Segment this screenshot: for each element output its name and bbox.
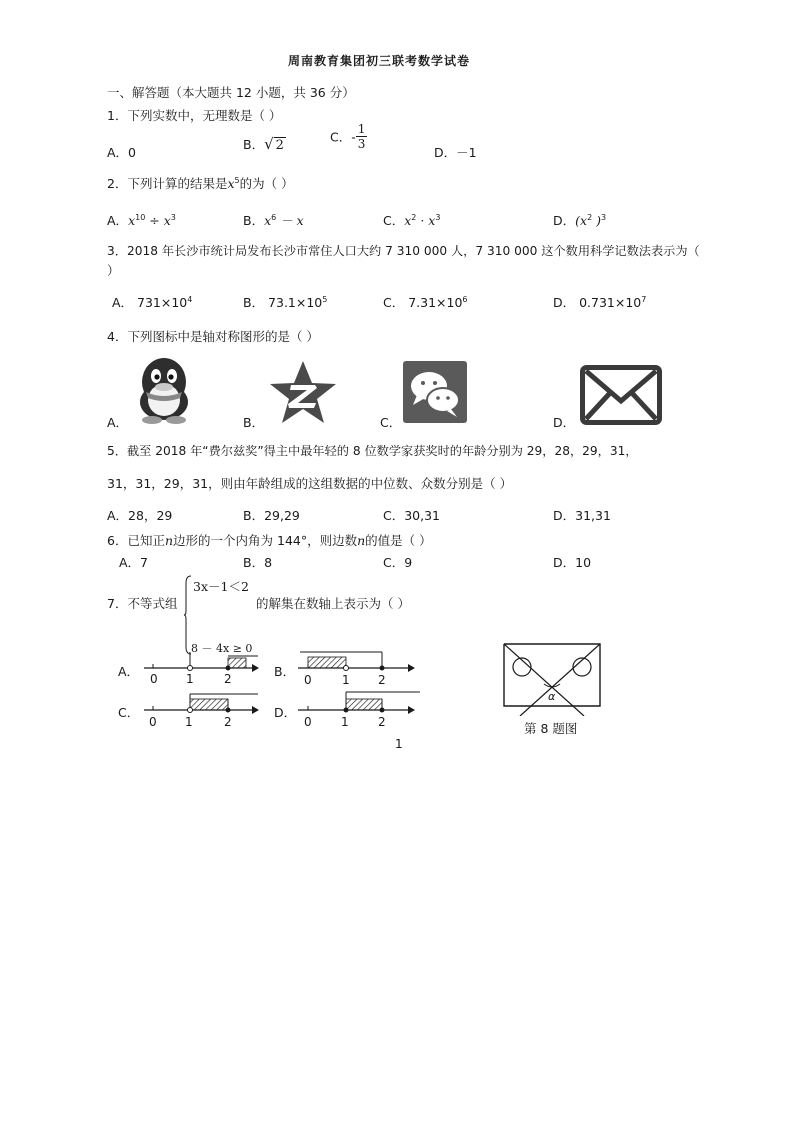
q2-b-expr: x xyxy=(264,213,272,228)
tick-1: 1 xyxy=(186,672,194,686)
q2-stem-pre: 2．下列计算的结果是 xyxy=(107,176,228,191)
q6-option-d: D．10 xyxy=(553,555,592,570)
q2-option-b xyxy=(243,211,304,229)
page-title: 周南教育集团初三联考数学试卷 xyxy=(288,54,471,68)
q6-post: 的值是（ ） xyxy=(365,533,432,548)
q5-option-a: A．28，29 xyxy=(107,508,173,523)
q3-option-c xyxy=(383,293,468,311)
q3-d-text: D． 0.731×10 xyxy=(553,295,642,310)
q2-d-exp1: 2 xyxy=(587,212,593,222)
q2-b-label: B． xyxy=(243,213,265,228)
q2-c-label: C． xyxy=(383,213,405,228)
q2-option-d xyxy=(553,211,606,229)
question-1-stem: 1．下列实数中，无理数是（ ） xyxy=(107,108,282,123)
q2-option-a xyxy=(107,211,176,229)
figure-8-diagram xyxy=(500,640,604,716)
q3-option-b xyxy=(243,293,327,311)
star-z-icon xyxy=(268,359,338,425)
q2-a-exp1: 10 xyxy=(135,212,146,222)
q7-option-d-label: D． xyxy=(274,705,297,720)
q2-stem-exp: 5 xyxy=(234,175,240,185)
fraction-denominator: 3 xyxy=(357,137,366,151)
q6-option-b: B．8 xyxy=(243,555,273,570)
q6-mid: 边形的一个内角为 144°，则边数 xyxy=(173,533,358,548)
q2-stem-post: 的为（ ） xyxy=(239,176,294,191)
q4-option-c-label: C． xyxy=(380,415,402,430)
q3-c-exp: 6 xyxy=(462,294,468,304)
question-7-post: 的解集在数轴上表示为（ ） xyxy=(256,596,410,611)
q1-option-d: D．－1 xyxy=(434,145,477,160)
q5-option-d: D．31,31 xyxy=(553,508,611,523)
q2-d-op: ) xyxy=(592,213,602,228)
question-4-stem: 4．下列图标中是轴对称图形的是（ ） xyxy=(107,329,319,344)
q6-n1: n xyxy=(164,533,174,548)
tick-0: 0 xyxy=(149,715,157,729)
q7-option-b-label: B． xyxy=(274,664,296,679)
q3-b-exp: 5 xyxy=(322,294,328,304)
tick-1: 1 xyxy=(341,715,349,729)
question-5-line-1: 5．截至 2018 年“费尔兹奖”得主中最年轻的 8 位数学家获奖时的年龄分别为 29，28，29，31， xyxy=(107,444,638,458)
number-line-b xyxy=(294,648,418,692)
q7-inequality-1: 3x－1＜2 xyxy=(193,579,249,594)
q3-b-text: B． 73.1×10 xyxy=(243,295,323,310)
q1-option-a: A．0 xyxy=(107,145,137,160)
number-line-c xyxy=(140,690,264,734)
number-line-a xyxy=(140,652,260,692)
q6-option-c: C．9 xyxy=(383,555,413,570)
q2-d-exp2: 3 xyxy=(601,212,607,222)
q4-option-a-label: A． xyxy=(107,415,129,430)
q2-stem-base: x xyxy=(227,176,235,191)
question-2-stem xyxy=(107,174,294,192)
question-6-stem xyxy=(107,531,432,549)
q2-a-op: ÷ x xyxy=(145,213,171,228)
q2-c-exp2: 3 xyxy=(435,212,441,222)
q3-d-exp: 7 xyxy=(641,294,647,304)
q2-a-expr: x xyxy=(128,213,136,228)
tick-2: 2 xyxy=(378,715,386,729)
figure-8-caption: 第 8 题图 xyxy=(524,721,578,736)
q3-option-d xyxy=(553,293,646,311)
tick-0: 0 xyxy=(150,672,158,686)
q7-option-c-label: C． xyxy=(118,705,140,720)
q2-c-op: · x xyxy=(416,213,436,228)
tick-2: 2 xyxy=(378,673,386,687)
tick-1: 1 xyxy=(185,715,193,729)
question-5-line-2: 31，31，29，31，则由年龄组成的这组数据的中位数、众数分别是（ ） xyxy=(107,476,513,491)
tick-0: 0 xyxy=(304,715,312,729)
q6-pre: 6．已知正 xyxy=(107,533,165,548)
q2-a-exp2: 3 xyxy=(170,212,176,222)
q2-d-expr: (x xyxy=(575,213,588,228)
fraction-numerator: 1 xyxy=(357,122,366,136)
q2-b-exp1: 6 xyxy=(271,212,277,222)
sqrt-icon: √ 2 xyxy=(264,135,284,153)
q2-b-op: － x xyxy=(276,213,304,228)
tick-0: 0 xyxy=(304,673,312,687)
q1-option-c-label: C．- xyxy=(330,129,356,145)
question-3-line-2: ） xyxy=(107,263,120,278)
q4-option-d-label: D． xyxy=(553,415,576,430)
q6-n2: n xyxy=(357,533,366,548)
question-3-line-1: 3．2018 年长沙市统计局发布长沙市常住人口大约 7 310 000 人，7 310 000 这个数用科学记数法表示为（ xyxy=(107,244,700,258)
q7-option-a-label: A． xyxy=(118,664,140,679)
q3-a-exp: 4 xyxy=(187,294,193,304)
q3-option-a xyxy=(112,293,192,311)
chat-bubbles-icon xyxy=(403,361,467,423)
q1-option-c xyxy=(330,122,367,151)
tick-2: 2 xyxy=(224,672,232,686)
q1-option-b-radicand: 2 xyxy=(275,138,284,153)
q2-a-label: A． xyxy=(107,213,129,228)
q3-c-text: C． 7.31×10 xyxy=(383,295,463,310)
q1-option-b xyxy=(243,135,286,153)
q1-option-c-fraction xyxy=(356,122,368,151)
q2-c-expr: x xyxy=(404,213,412,228)
q1-option-b-label: B． xyxy=(243,137,265,152)
angle-alpha-label: α xyxy=(548,690,556,703)
question-7-pre: 7．不等式组 xyxy=(107,596,178,611)
q5-option-c: C．30,31 xyxy=(383,508,441,523)
q7-inequality-2: 8 － 4x ≥ 0 xyxy=(191,642,253,655)
tick-1: 1 xyxy=(342,673,350,687)
q2-c-exp1: 2 xyxy=(411,212,417,222)
penguin-icon xyxy=(128,352,200,424)
envelope-icon xyxy=(580,365,662,425)
section-heading: 一、解答题（本大题共 12 小题，共 36 分） xyxy=(107,85,355,100)
q3-a-text: A． 731×10 xyxy=(112,295,188,310)
q5-option-b: B．29,29 xyxy=(243,508,300,523)
number-line-d xyxy=(294,688,424,734)
q2-option-c xyxy=(383,211,440,229)
q4-option-b-label: B． xyxy=(243,415,265,430)
tick-2: 2 xyxy=(224,715,232,729)
q6-option-a: A．7 xyxy=(119,555,149,570)
page-number: 1 xyxy=(395,737,403,751)
q2-d-label: D． xyxy=(553,213,576,228)
